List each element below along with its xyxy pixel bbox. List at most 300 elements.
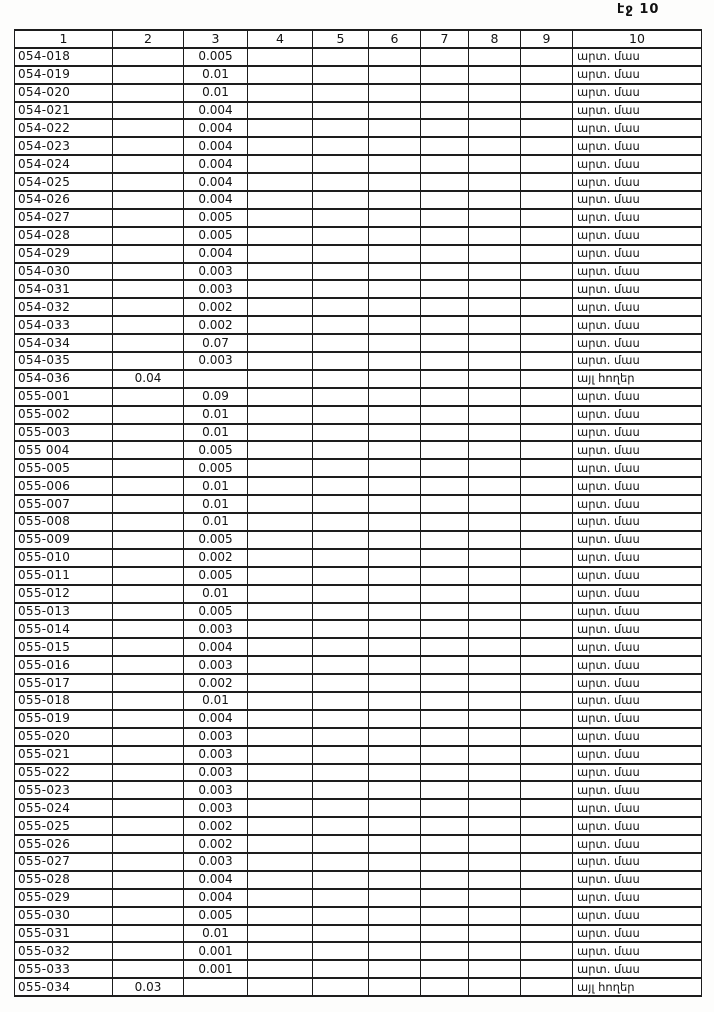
column-header-7: 7 — [421, 30, 469, 48]
value-cell — [521, 119, 573, 137]
value-cell — [421, 585, 469, 603]
value-cell — [469, 871, 521, 889]
value-cell — [313, 531, 369, 549]
value-cell — [421, 84, 469, 102]
value-cell — [469, 495, 521, 513]
land-type-cell: արտ. մաս — [573, 638, 702, 656]
value-cell — [248, 799, 313, 817]
value-cell — [421, 280, 469, 298]
table-row — [15, 746, 702, 764]
value-cell — [469, 889, 521, 907]
value-cell — [421, 674, 469, 692]
value-cell — [248, 48, 313, 66]
value-cell — [521, 835, 573, 853]
value-cell: 0.01 — [184, 84, 248, 102]
value-cell — [469, 245, 521, 263]
value-cell — [421, 746, 469, 764]
value-cell — [313, 674, 369, 692]
value-cell — [248, 155, 313, 173]
table-row — [15, 907, 702, 925]
value-cell — [521, 925, 573, 943]
value-cell — [113, 406, 184, 424]
parcel-code-cell: 054-018 — [15, 48, 113, 66]
value-cell — [469, 173, 521, 191]
value-cell — [469, 907, 521, 925]
value-cell: 0.005 — [184, 209, 248, 227]
value-cell — [421, 925, 469, 943]
value-cell: 0.005 — [184, 227, 248, 245]
value-cell — [369, 638, 421, 656]
land-type-cell: արտ. մաս — [573, 942, 702, 960]
value-cell — [369, 477, 421, 495]
value-cell — [113, 871, 184, 889]
value-cell — [369, 710, 421, 728]
value-cell — [469, 835, 521, 853]
value-cell — [369, 263, 421, 281]
table-row — [15, 638, 702, 656]
value-cell — [421, 477, 469, 495]
value-cell: 0.004 — [184, 191, 248, 209]
value-cell — [521, 710, 573, 728]
value-cell: 0.01 — [184, 424, 248, 442]
table-row — [15, 781, 702, 799]
value-cell: 0.004 — [184, 119, 248, 137]
value-cell — [248, 441, 313, 459]
value-cell — [113, 925, 184, 943]
value-cell — [421, 567, 469, 585]
parcel-code-cell: 054-021 — [15, 102, 113, 120]
value-cell — [248, 585, 313, 603]
land-type-cell: արտ. մաս — [573, 835, 702, 853]
parcel-code-cell: 054-028 — [15, 227, 113, 245]
value-cell — [313, 406, 369, 424]
value-cell — [521, 871, 573, 889]
land-type-cell: արտ. մաս — [573, 119, 702, 137]
parcel-code-cell: 054-026 — [15, 191, 113, 209]
value-cell — [421, 388, 469, 406]
value-cell — [369, 316, 421, 334]
value-cell — [469, 585, 521, 603]
value-cell — [313, 549, 369, 567]
value-cell — [113, 638, 184, 656]
value-cell — [113, 209, 184, 227]
value-cell — [313, 209, 369, 227]
value-cell: 0.09 — [184, 388, 248, 406]
value-cell — [521, 263, 573, 281]
value-cell: 0.04 — [113, 370, 184, 388]
land-type-cell: արտ. մաս — [573, 585, 702, 603]
parcel-code-cell: 054-025 — [15, 173, 113, 191]
value-cell — [469, 513, 521, 531]
value-cell — [313, 871, 369, 889]
value-cell — [521, 424, 573, 442]
value-cell — [469, 603, 521, 621]
value-cell — [248, 352, 313, 370]
value-cell — [521, 549, 573, 567]
value-cell — [469, 942, 521, 960]
value-cell — [248, 388, 313, 406]
land-type-cell: արտ. մաս — [573, 245, 702, 263]
table-row — [15, 477, 702, 495]
value-cell — [313, 853, 369, 871]
value-cell — [469, 781, 521, 799]
value-cell — [421, 227, 469, 245]
land-type-cell: արտ. մաս — [573, 764, 702, 782]
value-cell — [521, 370, 573, 388]
value-cell — [421, 334, 469, 352]
value-cell — [521, 102, 573, 120]
table-row — [15, 137, 702, 155]
value-cell — [113, 907, 184, 925]
value-cell — [469, 567, 521, 585]
value-cell — [313, 585, 369, 603]
parcel-code-cell: 055-012 — [15, 585, 113, 603]
parcel-code-cell: 055-005 — [15, 459, 113, 477]
value-cell — [521, 674, 573, 692]
table-row — [15, 710, 702, 728]
value-cell — [248, 871, 313, 889]
value-cell — [521, 245, 573, 263]
value-cell — [369, 102, 421, 120]
table-row — [15, 567, 702, 585]
land-type-cell: այլ հողեր — [573, 370, 702, 388]
value-cell — [369, 191, 421, 209]
value-cell — [184, 978, 248, 996]
header-row — [15, 30, 702, 48]
value-cell: 0.003 — [184, 764, 248, 782]
value-cell — [113, 227, 184, 245]
value-cell — [369, 889, 421, 907]
parcel-code-cell: 055-007 — [15, 495, 113, 513]
parcel-code-cell: 055-031 — [15, 925, 113, 943]
value-cell — [313, 352, 369, 370]
table-row — [15, 799, 702, 817]
value-cell — [113, 853, 184, 871]
land-type-cell: արտ. մաս — [573, 853, 702, 871]
table-row — [15, 835, 702, 853]
value-cell — [313, 227, 369, 245]
value-cell — [369, 978, 421, 996]
value-cell: 0.005 — [184, 603, 248, 621]
table-row — [15, 889, 702, 907]
value-cell — [248, 620, 313, 638]
value-cell — [421, 137, 469, 155]
value-cell — [469, 692, 521, 710]
value-cell — [369, 245, 421, 263]
value-cell — [248, 692, 313, 710]
value-cell: 0.003 — [184, 853, 248, 871]
land-type-cell: արտ. մաս — [573, 173, 702, 191]
value-cell — [248, 137, 313, 155]
value-cell: 0.004 — [184, 155, 248, 173]
land-type-cell: արտ. մաս — [573, 352, 702, 370]
parcel-code-cell: 054-024 — [15, 155, 113, 173]
table-row — [15, 513, 702, 531]
parcel-code-cell: 054-035 — [15, 352, 113, 370]
table-row — [15, 531, 702, 549]
value-cell — [421, 352, 469, 370]
parcel-code-cell: 055-003 — [15, 424, 113, 442]
land-type-cell: արտ. մաս — [573, 817, 702, 835]
value-cell — [521, 531, 573, 549]
value-cell — [369, 352, 421, 370]
parcel-code-cell: 055-023 — [15, 781, 113, 799]
value-cell — [469, 638, 521, 656]
value-cell — [113, 66, 184, 84]
value-cell — [113, 889, 184, 907]
parcel-code-cell: 054-032 — [15, 298, 113, 316]
table-row — [15, 84, 702, 102]
value-cell — [469, 209, 521, 227]
value-cell — [113, 746, 184, 764]
value-cell — [421, 728, 469, 746]
value-cell — [113, 620, 184, 638]
value-cell — [421, 513, 469, 531]
value-cell — [521, 227, 573, 245]
value-cell — [421, 835, 469, 853]
value-cell — [248, 925, 313, 943]
value-cell: 0.003 — [184, 781, 248, 799]
land-type-cell: արտ. մաս — [573, 710, 702, 728]
value-cell — [369, 656, 421, 674]
value-cell: 0.003 — [184, 746, 248, 764]
value-cell — [469, 388, 521, 406]
value-cell — [369, 567, 421, 585]
value-cell — [369, 960, 421, 978]
table-row — [15, 925, 702, 943]
value-cell — [313, 799, 369, 817]
value-cell — [248, 853, 313, 871]
value-cell — [469, 66, 521, 84]
value-cell — [369, 209, 421, 227]
value-cell: 0.004 — [184, 245, 248, 263]
value-cell — [521, 638, 573, 656]
value-cell — [469, 549, 521, 567]
value-cell — [521, 209, 573, 227]
value-cell — [421, 406, 469, 424]
parcel-code-cell: 054-019 — [15, 66, 113, 84]
value-cell: 0.002 — [184, 316, 248, 334]
value-cell — [521, 728, 573, 746]
value-cell: 0.01 — [184, 925, 248, 943]
value-cell — [113, 585, 184, 603]
land-type-cell: արտ. մաս — [573, 263, 702, 281]
value-cell — [248, 459, 313, 477]
value-cell — [313, 191, 369, 209]
value-cell — [369, 137, 421, 155]
value-cell — [248, 173, 313, 191]
value-cell: 0.002 — [184, 674, 248, 692]
value-cell — [113, 603, 184, 621]
value-cell — [521, 137, 573, 155]
value-cell — [369, 817, 421, 835]
value-cell — [369, 871, 421, 889]
land-type-cell: արտ. մաս — [573, 298, 702, 316]
value-cell — [521, 799, 573, 817]
table-row — [15, 316, 702, 334]
land-type-cell: արտ. մաս — [573, 746, 702, 764]
value-cell — [113, 692, 184, 710]
value-cell — [469, 406, 521, 424]
value-cell: 0.003 — [184, 728, 248, 746]
value-cell: 0.03 — [113, 978, 184, 996]
land-type-cell: արտ. մաս — [573, 925, 702, 943]
value-cell — [248, 263, 313, 281]
value-cell — [421, 603, 469, 621]
value-cell — [313, 477, 369, 495]
value-cell — [521, 459, 573, 477]
value-cell — [248, 119, 313, 137]
land-type-cell: արտ. մաս — [573, 656, 702, 674]
parcel-code-cell: 054-031 — [15, 280, 113, 298]
table-row — [15, 495, 702, 513]
parcel-code-cell: 055-030 — [15, 907, 113, 925]
value-cell — [248, 245, 313, 263]
value-cell — [313, 137, 369, 155]
value-cell — [248, 531, 313, 549]
value-cell — [248, 280, 313, 298]
cadastre-table — [14, 29, 702, 997]
value-cell — [521, 477, 573, 495]
value-cell — [421, 907, 469, 925]
value-cell — [248, 567, 313, 585]
parcel-code-cell: 055-011 — [15, 567, 113, 585]
value-cell — [369, 925, 421, 943]
value-cell — [113, 263, 184, 281]
parcel-code-cell: 055-026 — [15, 835, 113, 853]
column-header-10: 10 — [573, 30, 702, 48]
table-row — [15, 728, 702, 746]
value-cell — [521, 316, 573, 334]
land-type-cell: արտ. մաս — [573, 799, 702, 817]
value-cell — [421, 245, 469, 263]
land-type-cell: արտ. մաս — [573, 728, 702, 746]
value-cell — [421, 424, 469, 442]
parcel-code-cell: 055-028 — [15, 871, 113, 889]
column-header-5: 5 — [313, 30, 369, 48]
value-cell — [469, 298, 521, 316]
value-cell — [521, 495, 573, 513]
parcel-code-cell: 055-010 — [15, 549, 113, 567]
value-cell: 0.01 — [184, 513, 248, 531]
value-cell — [113, 799, 184, 817]
value-cell — [421, 871, 469, 889]
value-cell: 0.003 — [184, 799, 248, 817]
value-cell — [113, 298, 184, 316]
value-cell — [469, 531, 521, 549]
value-cell — [469, 370, 521, 388]
value-cell — [421, 549, 469, 567]
table-row — [15, 406, 702, 424]
parcel-code-cell: 055-033 — [15, 960, 113, 978]
table-header — [15, 30, 702, 48]
value-cell — [369, 227, 421, 245]
value-cell — [521, 298, 573, 316]
value-cell — [421, 817, 469, 835]
value-cell — [521, 388, 573, 406]
value-cell — [521, 960, 573, 978]
value-cell — [248, 298, 313, 316]
value-cell: 0.004 — [184, 102, 248, 120]
parcel-code-cell: 055-019 — [15, 710, 113, 728]
table-row — [15, 298, 702, 316]
value-cell — [521, 66, 573, 84]
value-cell: 0.004 — [184, 638, 248, 656]
value-cell — [313, 925, 369, 943]
value-cell — [313, 119, 369, 137]
value-cell: 0.005 — [184, 441, 248, 459]
land-type-cell: արտ. մաս — [573, 674, 702, 692]
table-row — [15, 441, 702, 459]
value-cell — [313, 942, 369, 960]
value-cell — [369, 119, 421, 137]
value-cell — [421, 370, 469, 388]
value-cell — [521, 853, 573, 871]
parcel-code-cell: 055 004 — [15, 441, 113, 459]
value-cell — [521, 656, 573, 674]
value-cell — [313, 835, 369, 853]
value-cell — [521, 48, 573, 66]
parcel-code-cell: 054-033 — [15, 316, 113, 334]
value-cell — [313, 424, 369, 442]
value-cell — [469, 746, 521, 764]
value-cell — [469, 764, 521, 782]
value-cell — [113, 728, 184, 746]
value-cell — [184, 370, 248, 388]
value-cell — [248, 764, 313, 782]
value-cell — [113, 817, 184, 835]
value-cell — [469, 84, 521, 102]
land-type-cell: արտ. մաս — [573, 388, 702, 406]
value-cell — [521, 746, 573, 764]
parcel-code-cell: 055-034 — [15, 978, 113, 996]
value-cell: 0.01 — [184, 406, 248, 424]
value-cell — [248, 549, 313, 567]
table-row — [15, 227, 702, 245]
parcel-code-cell: 055-032 — [15, 942, 113, 960]
value-cell: 0.003 — [184, 280, 248, 298]
table-row — [15, 209, 702, 227]
land-type-cell: արտ. մաս — [573, 567, 702, 585]
value-cell — [521, 603, 573, 621]
land-type-cell: արտ. մաս — [573, 603, 702, 621]
value-cell — [313, 388, 369, 406]
value-cell — [521, 692, 573, 710]
value-cell — [248, 728, 313, 746]
value-cell — [248, 907, 313, 925]
value-cell — [113, 835, 184, 853]
value-cell — [369, 853, 421, 871]
table-row — [15, 155, 702, 173]
land-type-cell: արտ. մաս — [573, 424, 702, 442]
value-cell — [113, 477, 184, 495]
value-cell — [369, 459, 421, 477]
value-cell — [313, 48, 369, 66]
value-cell — [313, 603, 369, 621]
value-cell — [113, 549, 184, 567]
value-cell — [313, 817, 369, 835]
parcel-code-cell: 054-029 — [15, 245, 113, 263]
value-cell — [469, 477, 521, 495]
value-cell — [369, 441, 421, 459]
value-cell: 0.003 — [184, 656, 248, 674]
value-cell — [521, 907, 573, 925]
land-type-cell: արտ. մաս — [573, 209, 702, 227]
land-type-cell: արտ. մաս — [573, 280, 702, 298]
column-header-8: 8 — [469, 30, 521, 48]
land-type-cell: արտ. մաս — [573, 781, 702, 799]
value-cell — [369, 620, 421, 638]
